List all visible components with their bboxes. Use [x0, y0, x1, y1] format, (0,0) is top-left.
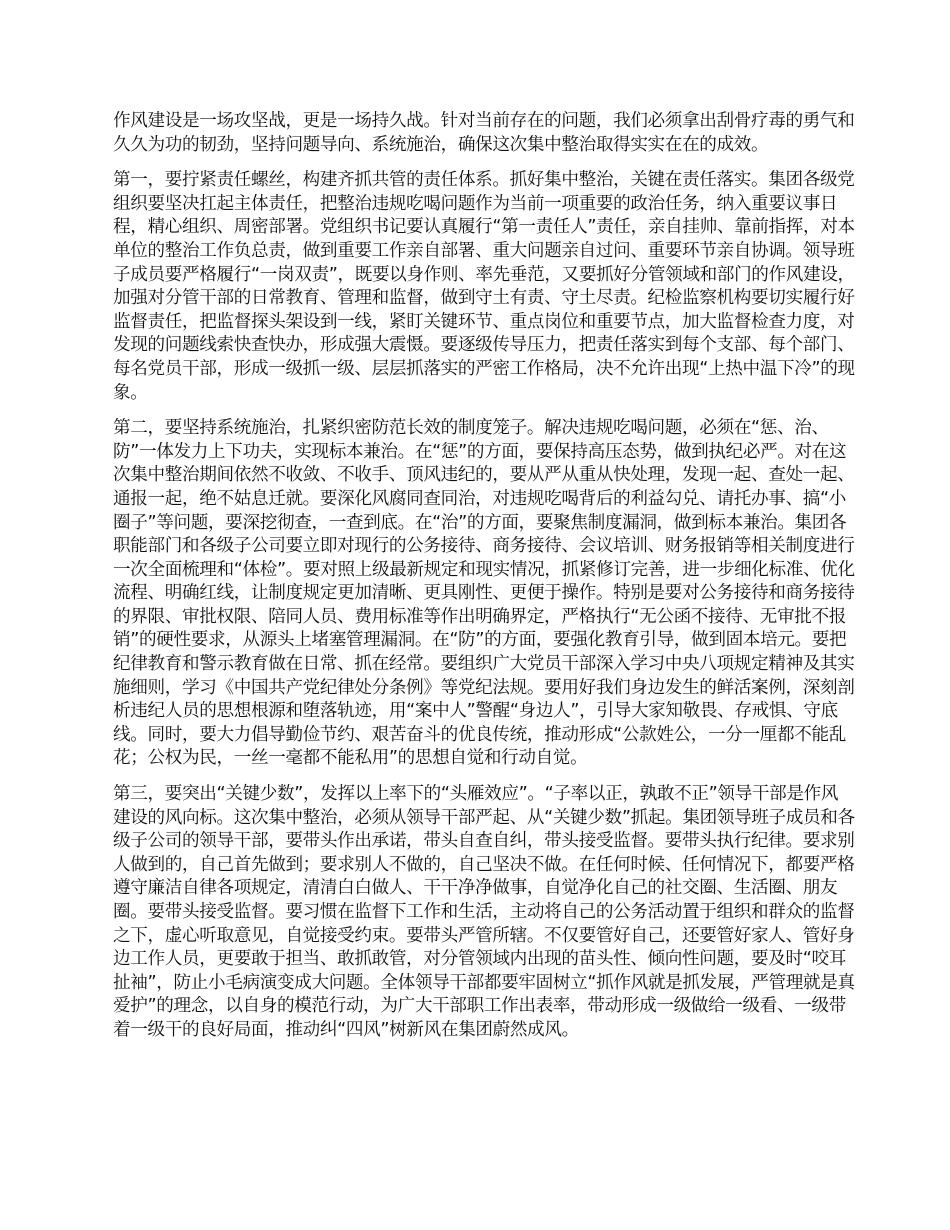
paragraph-second-system: 第二，要坚持系统施治，扎紧织密防范长效的制度笼子。解决违规吃喝问题，必须在“惩、治、防”一体发力上下功夫，实现标本兼治。在“惩”的方面，要保持高压态势，做到执纪必严。对在这次集中整治期间依然不收敛、不收手、顶风违纪的，要从严从重从快处理，发现一起、查处一起、通报一起，绝不姑息迁就。要深化风腐同查同治，对违规吃喝背后的利益勾兑、请托办事、搞“小圈子”等问题，要深挖彻查，一查到底。在“治”的方面，要聚焦制度漏洞，做到标本兼治。集团各职能部门和各级子公司要立即对现行的公务接待、商务接待、会议培训、财务报销等相关制度进行一次全面梳理和“体检”。要对照上级最新规定和现实情况，抓紧修订完善，进一步细化标准、优化流程、明确红线，让制度规定更加清晰、更具刚性、更便于操作。特别是要对公务接待和商务接待的界限、审批权限、陪同人员、费用标准等作出明确界定，严格执行“无公函不接待、无审批不报销”的硬性要求，从源头上堵塞管理漏洞。在“防”的方面，要强化教育引导，做到固本培元。要把纪律教育和警示教育做在日常、抓在经常。要组织广大党员干部深入学习中央八项规定精神及其实施细则，学习《中国共产党纪律处分条例》等党纪法规。要用好我们身边发生的鲜活案例，深刻剖析违纪人员的思想根源和堕落轨迹，用“案中人”警醒“身边人”，引导大家知敬畏、存戒惧、守底线。同时，要大力倡导勤俭节约、艰苦奋斗的优良传统，推动形成“公款姓公，一分一厘都不能乱花；公权为民，一丝一毫都不能私用”的思想自觉和行动自觉。 — [113, 418, 855, 769]
paragraph-first-responsibility: 第一，要拧紧责任螺丝，构建齐抓共管的责任体系。抓好集中整治，关键在责任落实。集团各级党组织要坚决扛起主体责任，把整治违规吃喝问题作为当前一项重要的政治任务，纳入重要议事日程，精心组织、周密部署。党组织书记要认真履行“第一责任人”责任，亲自挂帅、靠前指挥，对本单位的整治工作负总责，做到重要工作亲自部署、重大问题亲自过问、重要环节亲自协调。领导班子成员要严格履行“一岗双责”，既要以身作则、率先垂范，又要抓好分管领域和部门的作风建设，加强对分管干部的日常教育、管理和监督，做到守土有责、守土尽责。纪检监察机构要切实履行好监督责任，把监督探头架设到一线，紧盯关键环节、重点岗位和重要节点，加大监督检查力度，对发现的问题线索快查快办，形成强大震慑。要逐级传导压力，把责任落实到每个支部、每个部门、每名党员干部，形成一级抓一级、层层抓落实的严密工作格局，决不允许出现“上热中温下冷”的现象。 — [113, 170, 855, 403]
document-body — [113, 110, 855, 1055]
paragraph-intro: 作风建设是一场攻坚战，更是一场持久战。针对当前存在的问题，我们必须拿出刮骨疗毒的勇气和久久为功的韧劲，坚持问题导向、系统施治，确保这次集中整治取得实实在在的成效。 — [113, 111, 855, 155]
paragraph-third-key-minority: 第三，要突出“关键少数”，发挥以上率下的“头雁效应”。“子率以正，孰敢不正”领导干部是作风建设的风向标。这次集中整治，必须从领导干部严起、从“关键少数”抓起。集团领导班子成员和各级子公司的领导干部，要带头作出承诺，带头自查自纠，带头接受监督。要带头执行纪律。要求别人做到的，自己首先做到；要求别人不做的，自己坚决不做。在任何时候、任何情况下，都要严格遵守廉洁自律各项规定，清清白白做人、干干净净做事，自觉净化自己的社交圈、生活圈、朋友圈。要带头接受监督。要习惯在监督下工作和生活，主动将自己的公务活动置于组织和群众的监督之下，虚心听取意见，自觉接受约束。要带头严管所辖。不仅要管好自己，还要管好家人、管好身边工作人员，更要敢于担当、敢抓敢管，对分管领域内出现的苗头性、倾向性问题，要及时“咬耳扯袖”，防止小毛病演变成大问题。全体领导干部都要牢固树立“抓作风就是抓发展，严管理就是真爱护”的理念，以自身的模范行动，为广大干部职工作出表率，带动形成一级做给一级看、一级带着一级干的良好局面，推动纠“四风”树新风在集团蔚然成风。 — [113, 784, 855, 1040]
